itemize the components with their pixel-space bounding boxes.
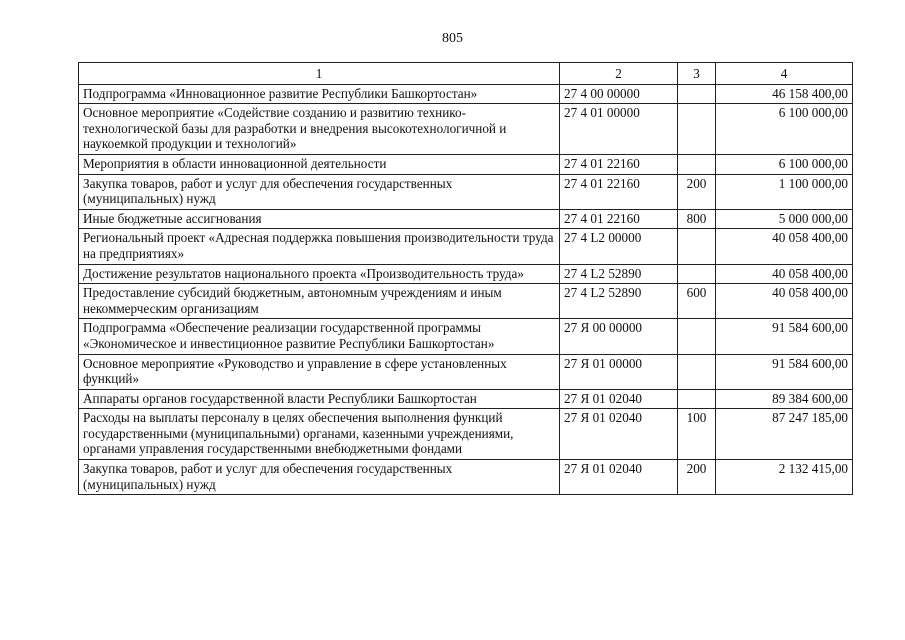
row-code: 27 4 01 00000 — [560, 104, 678, 155]
row-name: Региональный проект «Адресная поддержка повышения производительности труда на предприятиях» — [79, 229, 560, 264]
row-code: 27 Я 00 00000 — [560, 319, 678, 354]
row-type: 100 — [678, 409, 716, 460]
page-number: 805 — [442, 31, 463, 46]
table-row — [79, 389, 853, 409]
row-name: Аппараты органов государственной власти Республики Башкортостан — [79, 389, 560, 409]
row-name: Мероприятия в области инновационной деятельности — [79, 154, 560, 174]
row-name: Подпрограмма «Инновационное развитие Республики Башкортостан» — [79, 84, 560, 104]
row-code: 27 Я 01 02040 — [560, 460, 678, 495]
row-type — [678, 84, 716, 104]
row-amount: 40 058 400,00 — [716, 284, 853, 319]
row-amount: 5 000 000,00 — [716, 209, 853, 229]
row-code: 27 Я 01 02040 — [560, 409, 678, 460]
row-name: Основное мероприятие «Руководство и управление в сфере установленных функций» — [79, 354, 560, 389]
table-row — [79, 354, 853, 389]
row-type — [678, 104, 716, 155]
row-amount: 91 584 600,00 — [716, 354, 853, 389]
table-row — [79, 104, 853, 155]
row-amount: 2 132 415,00 — [716, 460, 853, 495]
table-row — [79, 84, 853, 104]
row-code: 27 4 L2 00000 — [560, 229, 678, 264]
row-amount: 46 158 400,00 — [716, 84, 853, 104]
header-col-4: 4 — [716, 63, 853, 85]
header-row — [79, 63, 853, 85]
row-type: 600 — [678, 284, 716, 319]
row-type: 200 — [678, 174, 716, 209]
table-row — [79, 319, 853, 354]
row-type — [678, 154, 716, 174]
row-code: 27 4 L2 52890 — [560, 284, 678, 319]
row-amount: 6 100 000,00 — [716, 104, 853, 155]
table-body — [79, 84, 853, 495]
header-col-3: 3 — [678, 63, 716, 85]
header-col-1: 1 — [79, 63, 560, 85]
row-type: 800 — [678, 209, 716, 229]
row-amount: 91 584 600,00 — [716, 319, 853, 354]
table-row — [79, 209, 853, 229]
row-code: 27 4 L2 52890 — [560, 264, 678, 284]
row-code: 27 4 01 22160 — [560, 209, 678, 229]
row-name: Основное мероприятие «Содействие созданию и развитию технико-технологической базы для разработки и внедрения высокотехнологичной и наукоемкой продукции и технологий» — [79, 104, 560, 155]
row-name: Иные бюджетные ассигнования — [79, 209, 560, 229]
row-type — [678, 389, 716, 409]
row-type — [678, 264, 716, 284]
row-amount: 87 247 185,00 — [716, 409, 853, 460]
table-row — [79, 154, 853, 174]
table-row — [79, 229, 853, 264]
row-code: 27 Я 01 02040 — [560, 389, 678, 409]
row-name: Подпрограмма «Обеспечение реализации государственной программы «Экономическое и инвестиционное развитие Республики Башкортостан» — [79, 319, 560, 354]
row-name: Расходы на выплаты персоналу в целях обеспечения выполнения функций государственными (муниципальными) органами, казенными учреждениями, органами управления государственными внебюджетными фондами — [79, 409, 560, 460]
row-amount: 89 384 600,00 — [716, 389, 853, 409]
row-type — [678, 354, 716, 389]
table-row — [79, 460, 853, 495]
budget-table — [78, 62, 853, 495]
header-col-2: 2 — [560, 63, 678, 85]
row-type: 200 — [678, 460, 716, 495]
table-row — [79, 284, 853, 319]
row-name: Предоставление субсидий бюджетным, автономным учреждениям и иным некоммерческим организациям — [79, 284, 560, 319]
row-name: Закупка товаров, работ и услуг для обеспечения государственных (муниципальных) нужд — [79, 460, 560, 495]
row-code: 27 Я 01 00000 — [560, 354, 678, 389]
table-row — [79, 174, 853, 209]
row-amount: 40 058 400,00 — [716, 229, 853, 264]
row-name: Достижение результатов национального проекта «Производительность труда» — [79, 264, 560, 284]
row-amount: 6 100 000,00 — [716, 154, 853, 174]
row-type — [678, 229, 716, 264]
row-code: 27 4 00 00000 — [560, 84, 678, 104]
table-row — [79, 409, 853, 460]
row-amount: 1 100 000,00 — [716, 174, 853, 209]
row-type — [678, 319, 716, 354]
row-name: Закупка товаров, работ и услуг для обеспечения государственных (муниципальных) нужд — [79, 174, 560, 209]
table-header — [79, 63, 853, 85]
row-amount: 40 058 400,00 — [716, 264, 853, 284]
row-code: 27 4 01 22160 — [560, 174, 678, 209]
row-code: 27 4 01 22160 — [560, 154, 678, 174]
table-row — [79, 264, 853, 284]
